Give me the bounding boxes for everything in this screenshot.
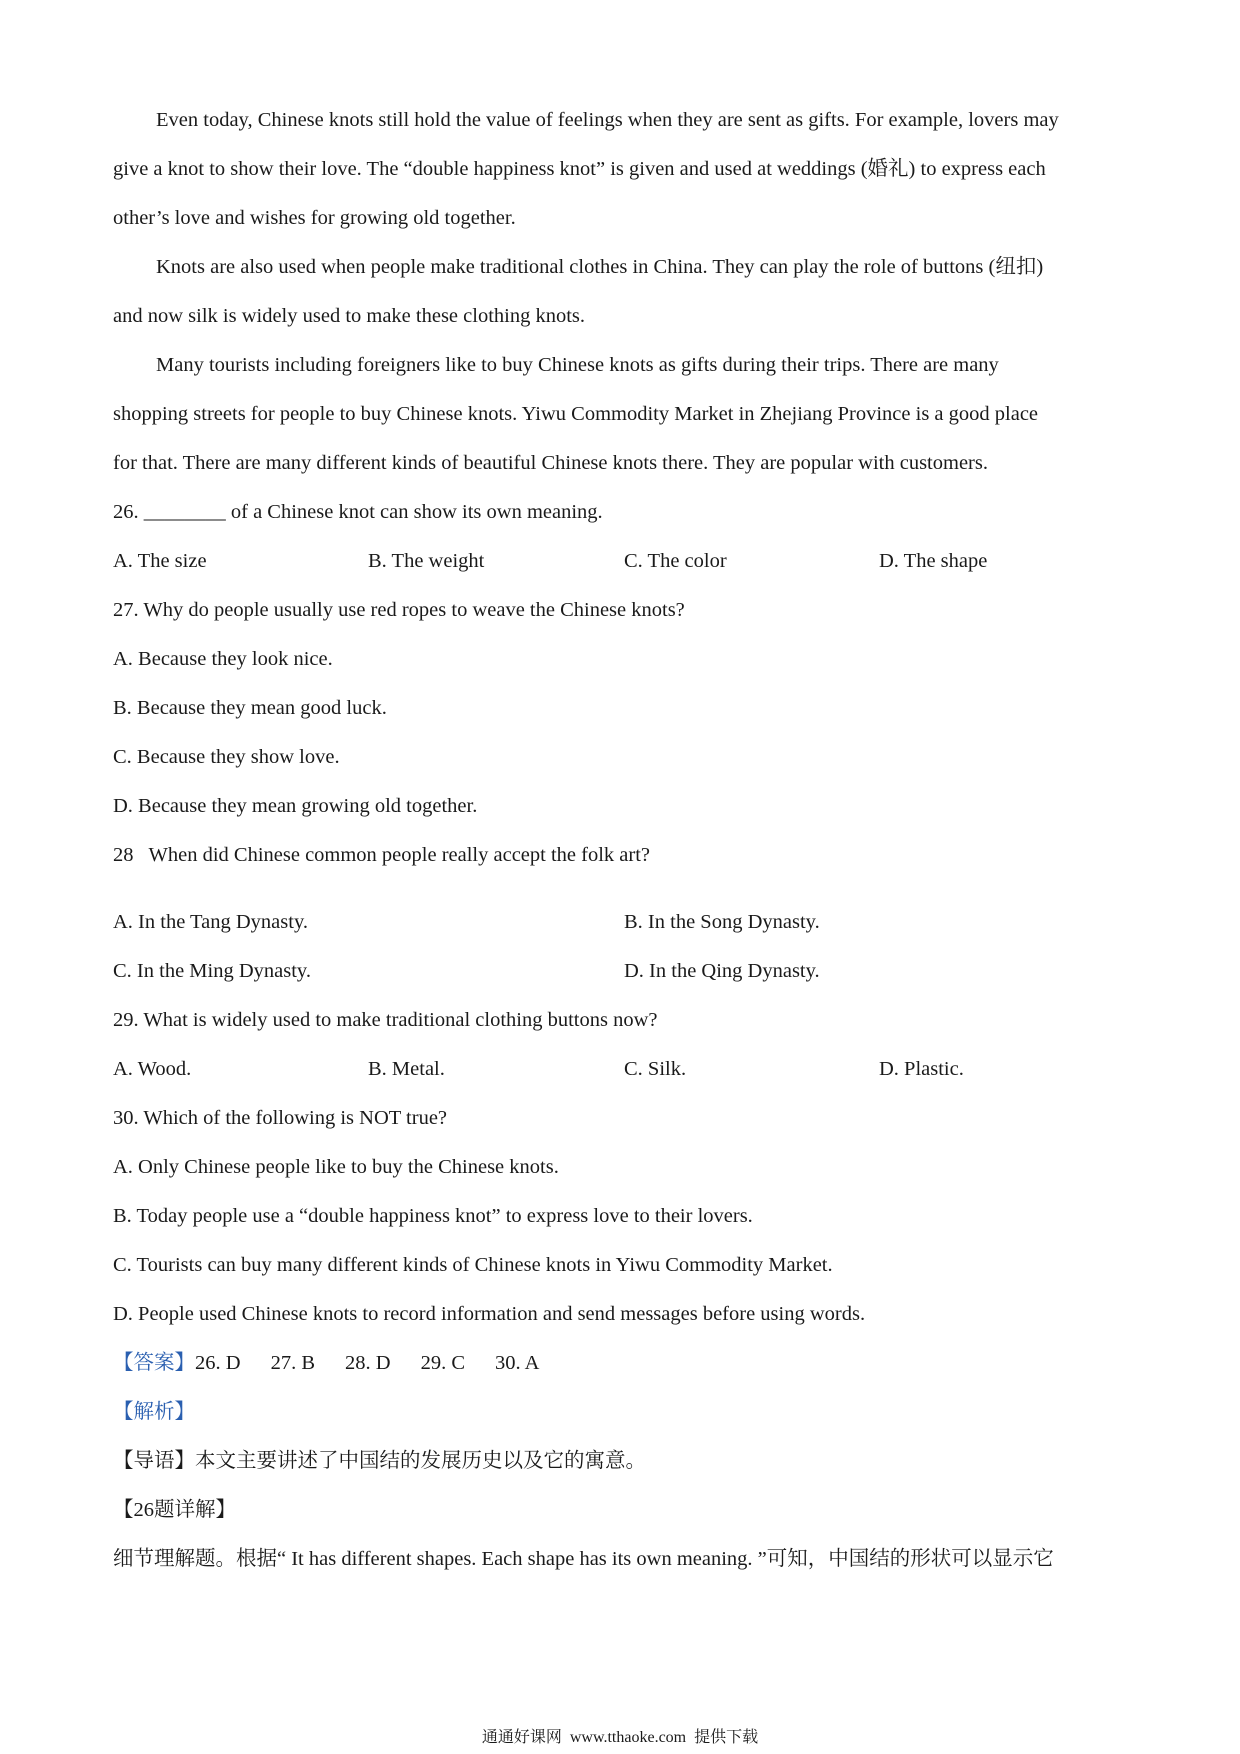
answer-item: 29. C — [420, 1352, 465, 1374]
q29-option-d: D. Plastic. — [879, 1058, 964, 1080]
q30-option-c: C. Tourists can buy many different kinds of Chinese knots in Yiwu Commodity Market. — [113, 1254, 833, 1276]
q27-option-d: D. Because they mean growing old together. — [113, 795, 478, 817]
page-footer: 通通好课网 www.tthaoke.com 提供下载 — [481, 1729, 759, 1746]
q26-option-a: A. The size — [113, 550, 207, 572]
answer-label: 【答案】 — [113, 1352, 195, 1374]
q29-stem: 29. What is widely used to make traditional clothing buttons now? — [113, 1009, 658, 1031]
q26-option-c: C. The color — [624, 550, 727, 572]
q26-option-b: B. The weight — [368, 550, 485, 572]
analysis-label: 【解析】 — [113, 1401, 195, 1423]
passage-p2-line-1: Knots are also used when people make traditional clothes in China. They can play the role of buttons (纽扣) — [156, 256, 1044, 278]
q28-stem: 28 When did Chinese common people really accept the folk art? — [113, 844, 650, 866]
passage-p3-line-2: shopping streets for people to buy Chinese knots. Yiwu Commodity Market in Zhejiang Province is a good place — [113, 403, 1039, 425]
passage-p1-line-2: give a knot to show their love. The “double happiness knot” is given and used at weddings (婚礼) to express each — [113, 158, 1046, 180]
q29-option-b: B. Metal. — [368, 1058, 445, 1080]
q27-option-b: B. Because they mean good luck. — [113, 697, 387, 719]
answer-item: 27. B — [270, 1352, 315, 1374]
q30-option-b: B. Today people use a “double happiness knot” to express love to their lovers. — [113, 1205, 753, 1227]
analysis-guide: 【导语】本文主要讲述了中国结的发展历史以及它的寓意。 — [113, 1450, 646, 1472]
q28-option-b: B. In the Song Dynasty. — [624, 911, 820, 933]
q27-option-c: C. Because they show love. — [113, 746, 340, 768]
analysis-detail-text: 细节理解题。根据“ It has different shapes. Each shape has its own meaning. ”可知，中国结的形状可以显示它 — [113, 1548, 1054, 1570]
answer-row — [113, 1349, 539, 1377]
q27-stem: 27. Why do people usually use red ropes to weave the Chinese knots? — [113, 599, 685, 621]
q28-option-a: A. In the Tang Dynasty. — [113, 911, 308, 933]
q27-option-a: A. Because they look nice. — [113, 648, 333, 670]
passage-p3-line-3: for that. There are many different kinds of beautiful Chinese knots there. They are popular with customers. — [113, 452, 988, 474]
answer-item: 26. D — [195, 1352, 241, 1374]
q29-option-a: A. Wood. — [113, 1058, 192, 1080]
passage-p1-line-1: Even today, Chinese knots still hold the value of feelings when they are sent as gifts. For example, lovers may — [156, 109, 1059, 131]
answer-item: 30. A — [495, 1352, 540, 1374]
q30-option-a: A. Only Chinese people like to buy the Chinese knots. — [113, 1156, 559, 1178]
q30-option-d: D. People used Chinese knots to record information and send messages before using words. — [113, 1303, 866, 1325]
q30-stem: 30. Which of the following is NOT true? — [113, 1107, 448, 1129]
passage-p2-line-2: and now silk is widely used to make these clothing knots. — [113, 305, 586, 327]
q28-option-c: C. In the Ming Dynasty. — [113, 960, 311, 982]
q28-option-d: D. In the Qing Dynasty. — [624, 960, 820, 982]
answer-item: 28. D — [345, 1352, 391, 1374]
analysis-detail-label: 【26题详解】 — [113, 1499, 236, 1521]
q29-option-c: C. Silk. — [624, 1058, 687, 1080]
passage-p1-line-3: other’s love and wishes for growing old together. — [113, 207, 516, 229]
q26-option-d: D. The shape — [879, 550, 988, 572]
q26-stem: 26. ________ of a Chinese knot can show its own meaning. — [113, 501, 603, 523]
passage-p3-line-1: Many tourists including foreigners like to buy Chinese knots as gifts during their trips. There are many — [156, 354, 999, 376]
